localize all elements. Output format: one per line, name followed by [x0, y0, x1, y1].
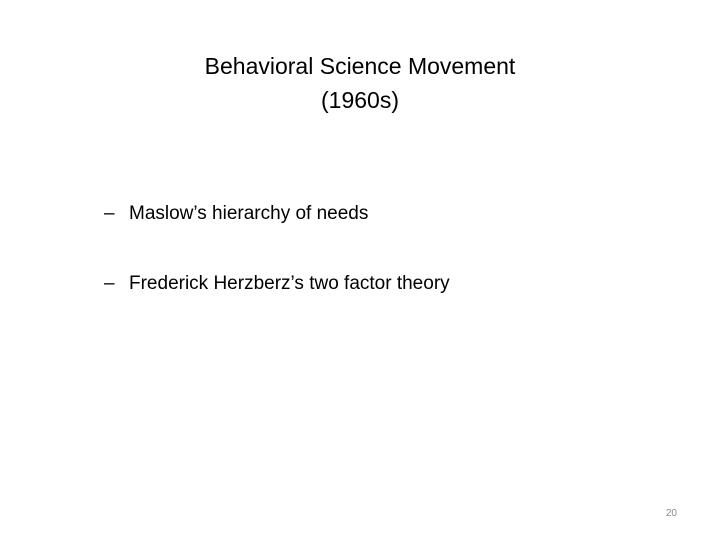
bullet-dash-marker: –	[104, 203, 115, 224]
bullet-text: Frederick Herzberz’s two factor theory	[129, 273, 450, 294]
page-number: 20	[665, 508, 677, 519]
slide-title-line-1: Behavioral Science Movement	[204, 53, 516, 80]
bullet-item	[104, 198, 450, 230]
bullet-list	[104, 198, 450, 338]
slide-title-line-2: (1960s)	[321, 87, 399, 114]
bullet-dash-marker: –	[104, 273, 115, 294]
bullet-text: Maslow’s hierarchy of needs	[129, 203, 369, 224]
bullet-item	[104, 268, 450, 300]
slide-title	[0, 49, 720, 117]
